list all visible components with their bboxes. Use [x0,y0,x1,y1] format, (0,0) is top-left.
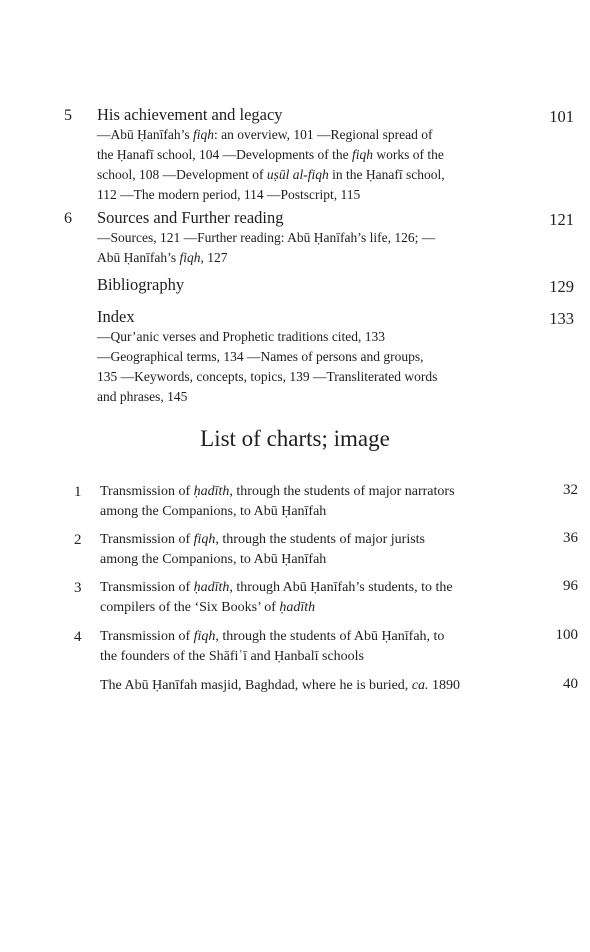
image-page: 40 [563,676,578,692]
toc-title: Sources and Further reading [97,208,284,227]
image-title-line: The Abū Ḥanīfah masjid, Baghdad, where he is buried, ca. 1890 [100,678,461,693]
chart-page: 32 [563,482,578,498]
chart-title [100,482,540,522]
chart-title-line: among the Companions, to Abū Ḥanīfah [100,504,327,519]
chart-number: 3 [74,580,82,596]
toc-subentry-line: —Geographical terms, 134 —Names of persons and groups, [97,349,424,364]
chart-page: 100 [555,627,578,643]
toc-subentry-line: —Qur’anic verses and Prophetic traditions cited, 133 [97,329,386,344]
charts-heading: List of charts; image [200,426,390,451]
toc-page: 133 [549,309,574,328]
toc-subentries [97,125,527,205]
toc-number: 5 [64,107,72,124]
toc-subentries [97,228,527,268]
chart-title [100,578,540,618]
chart-title-line: Transmission of fiqh, through the students of Abū Ḥanīfah, to [100,629,445,644]
chart-title-line: compilers of the ‘Six Books’ of ḥadīth [100,600,316,615]
toc-subentry-line: school, 108 —Development of uṣūl al-fiqh in the Ḥanafī school, [97,167,445,182]
chart-title-line: Transmission of ḥadīth, through Abū Ḥanīfah’s students, to the [100,580,453,595]
toc-subentry-line: and phrases, 145 [97,389,188,404]
toc-subentry-line: 135 —Keywords, concepts, topics, 139 —Transliterated words [97,369,438,384]
chart-page: 96 [563,578,578,594]
chart-title-line: Transmission of fiqh, through the students of major jurists [100,532,425,547]
toc-title: Index [97,307,135,326]
toc-subentry-line: 112 —The modern period, 114 —Postscript, 115 [97,187,361,202]
toc-page: 101 [549,107,574,126]
toc-number: 6 [64,210,72,227]
chart-number: 4 [74,629,82,645]
toc-subentry-line: —Sources, 121 —Further reading: Abū Ḥanīfah’s life, 126; — [97,230,436,245]
image-title [100,676,540,696]
toc-subentry-line: —Abū Ḥanīfah’s fiqh: an overview, 101 —Regional spread of [97,127,433,142]
chart-number: 2 [74,532,82,548]
toc-page: 129 [549,277,574,296]
chart-title-line: the founders of the Shāfiʿī and Ḥanbalī schools [100,649,364,664]
toc-title: His achievement and legacy [97,105,283,124]
chart-number: 1 [74,484,82,500]
toc-subentries [97,327,527,407]
chart-title-line: among the Companions, to Abū Ḥanīfah [100,552,327,567]
toc-title: Bibliography [97,275,185,294]
chart-title [100,627,540,667]
toc-subentry-line: the Ḥanafī school, 104 —Developments of the fiqh works of the [97,147,444,162]
toc-page: 121 [549,210,574,229]
chart-page: 36 [563,530,578,546]
chart-title-line: Transmission of ḥadīth, through the students of major narrators [100,484,455,499]
toc-subentry-line: Abū Ḥanīfah’s fiqh, 127 [97,250,228,265]
chart-title [100,530,540,570]
